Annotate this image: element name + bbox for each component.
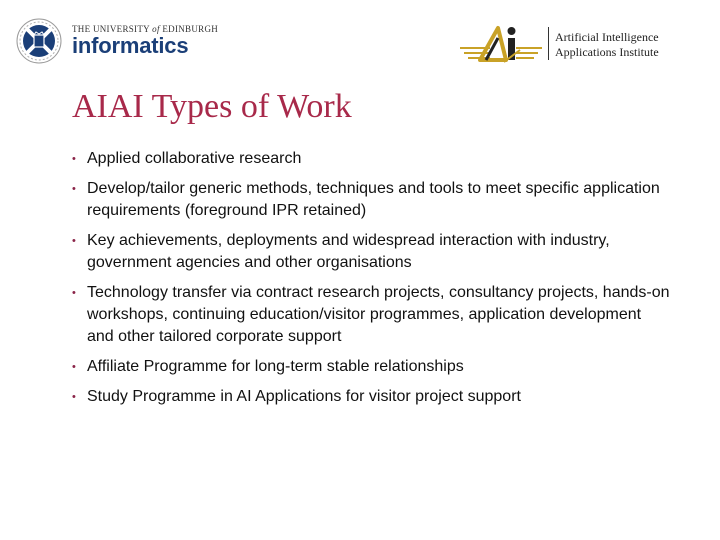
slide-header: [0, 0, 720, 80]
bullet-item: • Study Programme in AI Applications for visitor project support: [70, 386, 670, 408]
bullet-list: [70, 148, 670, 416]
bullet-item: • Applied collaborative research: [70, 148, 670, 170]
slide-title: AIAI Types of Work: [72, 88, 352, 125]
aiai-logo-icon: [460, 22, 550, 66]
institute-name-line2: Applications Institute: [555, 45, 659, 59]
school-name: informatics: [72, 33, 189, 58]
bullet-dot-icon: •: [72, 183, 76, 195]
logo-divider: [548, 27, 549, 60]
bullet-item: • Affiliate Programme for long-term stable relationships: [70, 356, 670, 378]
bullet-dot-icon: •: [72, 287, 76, 299]
bullet-dot-icon: •: [72, 235, 76, 247]
institute-name-line1: Artificial Intelligence: [555, 30, 659, 44]
institute-name: [555, 30, 659, 60]
university-crest-icon: [16, 18, 62, 64]
bullet-item: • Technology transfer via contract research projects, consultancy projects, hands-on workshops, continuing education/visitor programmes, application development and other tailored corporate support: [72, 284, 670, 345]
bullet-item: • Develop/tailor generic methods, techniques and tools to meet specific application requirements (foreground IPR retained): [72, 180, 660, 219]
university-logo: [16, 18, 218, 64]
bullet-dot-icon: •: [72, 391, 76, 403]
university-name: THE UNIVERSITY of EDINBURGH: [72, 24, 219, 34]
bullet-item: • Key achievements, deployments and widespread interaction with industry, government agencies and other organisations: [72, 232, 610, 271]
bullet-dot-icon: •: [72, 153, 76, 165]
bullet-dot-icon: •: [72, 361, 76, 373]
